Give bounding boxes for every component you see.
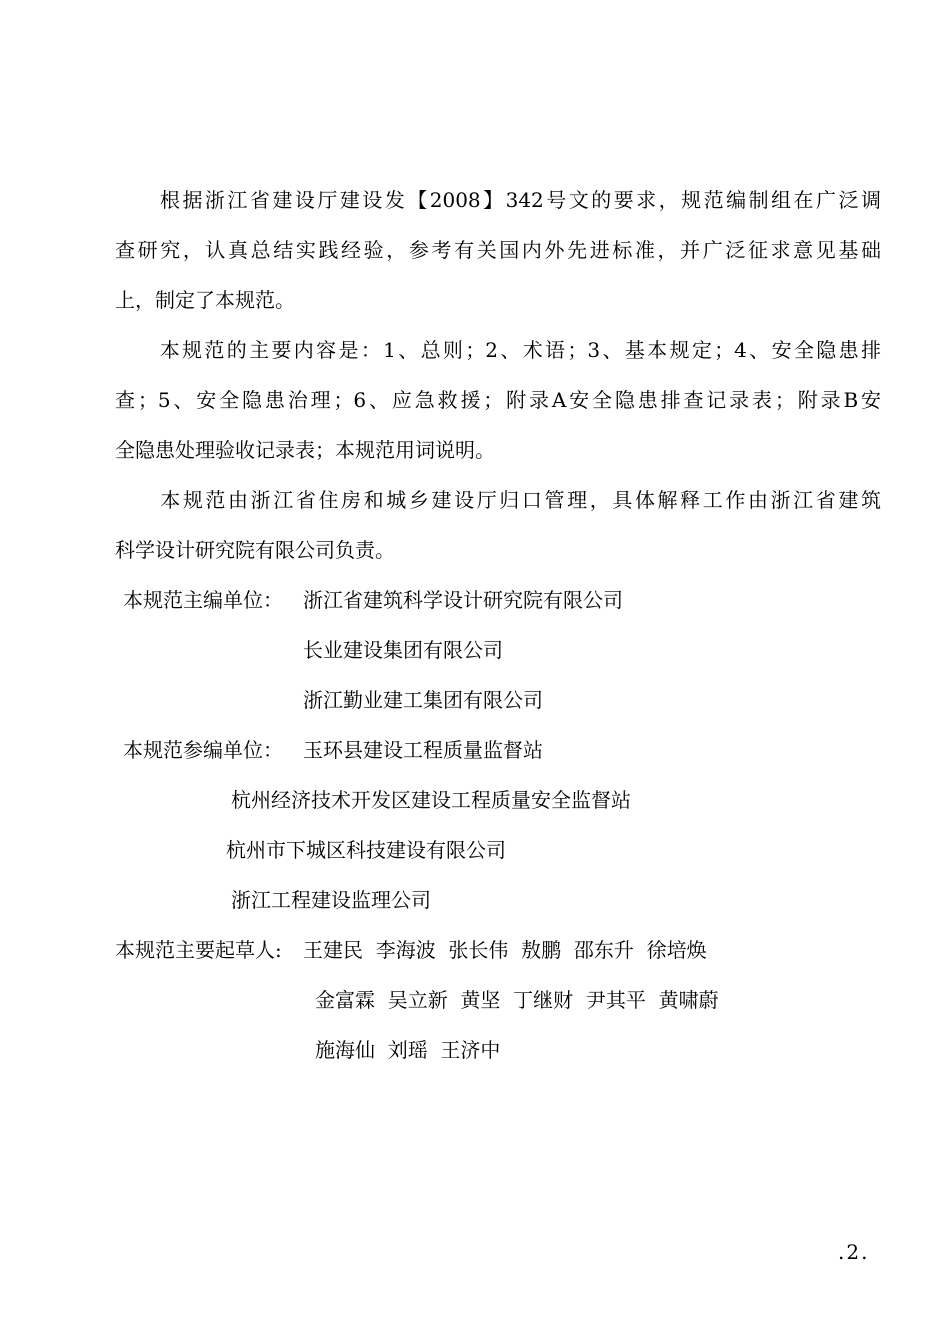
paragraph-3-line-2: 科学设计研究院有限公司负责。 bbox=[115, 538, 395, 562]
drafters-row: 王建民 李海波 张长伟 敖鹏 邵东升 徐培焕 bbox=[303, 938, 707, 962]
participating-unit: 杭州市下城区科技建设有限公司 bbox=[226, 838, 506, 862]
drafters-row: 金富霖 吴立新 黄坚 丁继财 尹其平 黄啸蔚 bbox=[315, 988, 719, 1012]
paragraph-3-line-1: 本规范由浙江省住房和城乡建设厅归口管理，具体解释工作由浙江省建筑 bbox=[115, 488, 881, 512]
paragraph-2-line-2: 查；5、安全隐患治理；6、应急救援；附录A安全隐患排查记录表；附录B安 bbox=[115, 388, 881, 412]
paragraph-1-line-2: 查研究，认真总结实践经验，参考有关国内外先进标准，并广泛征求意见基础 bbox=[115, 238, 881, 262]
participating-unit: 浙江工程建设监理公司 bbox=[231, 888, 431, 912]
page-number: .2. bbox=[838, 1240, 870, 1264]
drafters-label: 本规范主要起草人: bbox=[115, 938, 282, 962]
chief-editor-unit: 长业建设集团有限公司 bbox=[303, 638, 503, 662]
participating-unit: 玉环县建设工程质量监督站 bbox=[303, 738, 543, 762]
chief-editors-label: 本规范主编单位： bbox=[123, 588, 283, 612]
paragraph-1-line-3: 上，制定了本规范。 bbox=[115, 288, 295, 312]
paragraph-2-line-1: 本规范的主要内容是：1、总则；2、术语；3、基本规定；4、安全隐患排 bbox=[115, 338, 881, 362]
paragraph-2-line-3: 全隐患处理验收记录表；本规范用词说明。 bbox=[115, 438, 495, 462]
paragraph-1-line-1: 根据浙江省建设厅建设发【2008】342号文的要求，规范编制组在广泛调 bbox=[115, 188, 881, 212]
chief-editor-unit: 浙江省建筑科学设计研究院有限公司 bbox=[303, 588, 623, 612]
drafters-row: 施海仙 刘瑶 王济中 bbox=[315, 1038, 501, 1062]
participating-unit: 杭州经济技术开发区建设工程质量安全监督站 bbox=[231, 788, 631, 812]
participating-label: 本规范参编单位： bbox=[123, 738, 283, 762]
chief-editor-unit: 浙江勤业建工集团有限公司 bbox=[303, 688, 543, 712]
